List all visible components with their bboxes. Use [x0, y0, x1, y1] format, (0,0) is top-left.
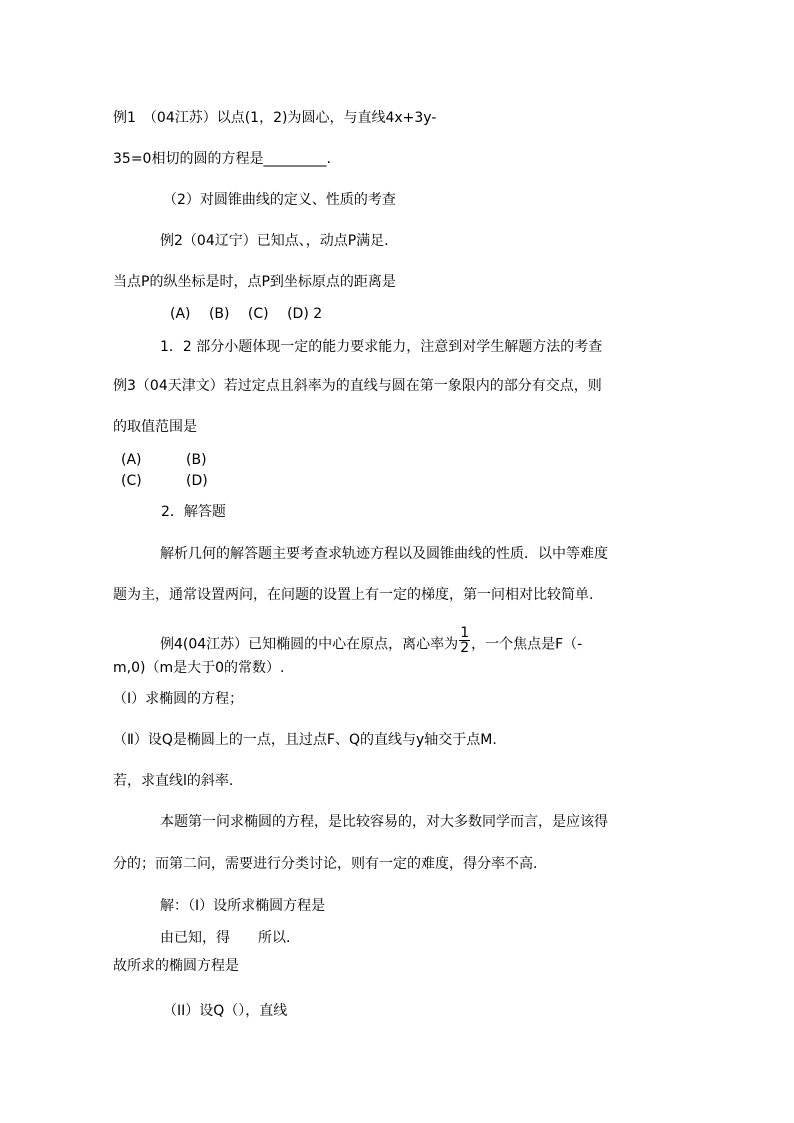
example-4-question-2-cont: 若，求直线l的斜率. — [113, 773, 234, 789]
part-2-heading: 2．解答题 — [161, 504, 226, 520]
example-1-line-1: 例1 （04江苏）以点(1，2)为圆心，与直线4x+3y- — [113, 110, 437, 126]
example-1-line-2: 35=0相切的圆的方程是_________. — [113, 151, 331, 167]
solution-line-3: 故所求的椭圆方程是 — [113, 958, 239, 974]
comment-line-1: 本题第一问求椭圆的方程，是比较容易的，对大多数同学而言，是应该得 — [160, 814, 608, 830]
example-4-question-2: （Ⅱ）设Q是椭圆上的一点，且过点F、Q的直线与y轴交于点M. — [113, 732, 497, 748]
section-heading-conic-properties: （2）对圆锥曲线的定义、性质的考查 — [163, 192, 396, 208]
example-3-option-d: (D) — [186, 473, 208, 489]
intro-line-1: 解析几何的解答题主要考查求轨迹方程以及圆锥曲线的性质．以中等难度 — [160, 546, 608, 562]
intro-line-2: 题为主，通常设置两问，在问题的设置上有一定的梯度，第一问相对比较简单. — [113, 587, 594, 603]
comment-line-2: 分的；而第二问，需要进行分类讨论，则有一定的难度，得分率不高. — [113, 856, 538, 872]
example-3-line-2: 的取值范围是 — [113, 419, 197, 435]
fraction-denominator: 2 — [460, 640, 470, 656]
example-2-stem: 例2（04辽宁）已知点、，动点P满足. — [160, 233, 389, 249]
solution-line-4: （II）设Q（），直线 — [163, 1003, 288, 1019]
example-4-line-1 — [160, 625, 583, 659]
example-4-question-1: （Ⅰ）求椭圆的方程； — [113, 691, 244, 707]
one-half-fraction — [459, 626, 470, 655]
section-heading-ability: 1．2 部分小题体现一定的能力要求能力，注意到对学生解题方法的考查 — [160, 339, 603, 355]
example-3-line-1: 例3（04天津文）若过定点且斜率为的直线与圆在第一象限内的部分有交点，则 — [113, 378, 602, 394]
example-3-option-b: (B) — [186, 452, 207, 468]
example-4-text-before-fraction: 例4(04江苏）已知椭圆的中心在原点，离心率为 — [160, 636, 459, 653]
example-2-options: (A) (B) (C) (D) 2 — [170, 306, 323, 322]
example-3-option-a: (A) — [121, 452, 142, 468]
example-2-question: 当点P的纵坐标是时，点P到坐标原点的距离是 — [113, 274, 396, 290]
solution-line-2: 由已知，得 所以. — [160, 930, 291, 946]
example-3-option-c: (C) — [121, 473, 142, 489]
example-4-line-2: m,0)（m是大于0的常数）. — [113, 660, 285, 676]
fraction-numerator: 1 — [460, 625, 470, 641]
example-4-text-after-fraction: ，一个焦点是F（- — [471, 636, 583, 653]
solution-line-1: 解：（I）设所求椭圆方程是 — [160, 898, 326, 914]
